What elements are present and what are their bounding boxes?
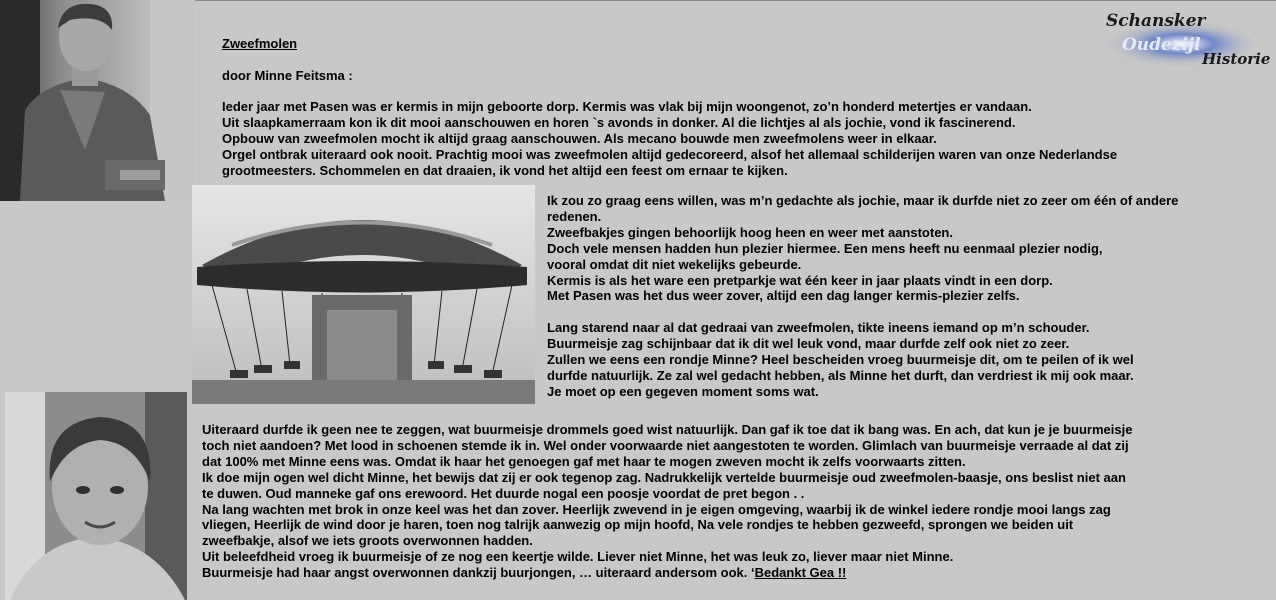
logo [1102,6,1274,70]
text-line: Zweefbakjes gingen behoorlijk hoog heen en weer met aanstoten. [547,224,953,240]
photo-child [5,392,187,600]
last-line [202,565,1264,581]
text-line: grootmeesters. Schommelen en dat draaien, ik vond het altijd een feest om ernaar te kijken. [222,162,788,178]
paragraph-4 [202,422,1264,581]
text-line: Doch vele mensen hadden hun plezier hiermee. Een mens heeft nu eenmaal plezier nodig, [547,240,1103,256]
text-line: Ik zou zo graag eens willen, was m’n gedachte als jochie, maar ik durfde niet zo zeer om één of andere [547,193,1179,208]
text-line: durfde natuurlijk. Ze zal wel gedacht hebben, als Minne het durft, dan verdriest ik mij ook maar. [547,367,1134,383]
text-line: dat 100% met Minne eens was. Omdat ik haar het genoegen gaf met haar te mogen zweven mocht ik zelfs voorwaarts zitten. [202,453,966,469]
article-title: Zweefmolen [222,36,298,51]
text-line: Na lang wachten met brok in onze keel was het dan zover. Heerlijk zwevend in je eigen omgeving, waarbij ik de winkel iedere rondje mooi langs zag [202,501,1111,517]
text-line: Je moet op een gegeven moment soms wat. [547,383,819,399]
text-line: redenen. [547,208,602,224]
text-line: Uit slaapkamerraam kon ik dit mooi aanschouwen en horen `s avonds in donker. Al die lichtjes al als jochie, vond ik fascinerend. [222,114,1016,130]
thanks-gea-link[interactable]: Bedankt Gea !! [754,565,847,581]
logo-line1: Schansker [1106,11,1206,31]
photo-carousel [192,185,535,404]
text-line: Uit beleefdheid vroeg ik buurmeisje of ze nog een keertje wilde. Liever niet Minne, het was leuk zo, liever maar niet Minne. [202,549,954,565]
paragraph-1 [222,99,1262,179]
text-line: Zullen we eens een rondje Minne? Heel bescheiden vroeg buurmeisje dit, om te peilen of ik wel [547,351,1134,367]
text-line: zweefbakje, alsof we iets groots overwonnen hadden. [202,533,533,549]
text-line: Ieder jaar met Pasen was er kermis in mijn geboorte dorp. Kermis was vlak bij mijn woongenot, zo’n honderd metertjes er vandaan. [222,99,1032,114]
article-author: door Minne Feitsma : [222,68,353,83]
text-line: Opbouw van zweefmolen mocht ik altijd graag aanschouwen. Als mecano bouwde men zweefmolens weer in elkaar. [222,130,937,146]
paragraph-2 [547,193,1267,304]
text-line: Orgel ontbrak uiteraard ook nooit. Prachtig mooi was zweefmolen altijd gedecoreerd, alsof het allemaal schilderijen waren van onze Nederlandse [222,146,1118,162]
text-line: Met Pasen was het dus weer zover, altijd een dag langer kermis-plezier zelfs. [547,288,1020,304]
text-line: vooral omdat dit niet wekelijks gebeurde. [547,256,802,272]
logo-line3: Historie [1202,50,1271,68]
top-border [195,0,1276,1]
paragraph-3 [547,320,1267,400]
logo-line2: Oudezijl [1122,35,1201,55]
text-line: Uiteraard durfde ik geen nee te zeggen, wat buurmeisje drommels goed wist natuurlijk. Dan gaf ik toe dat ik bang was. En ach, dat kun je je buurmeisje [202,422,1133,437]
text-line: te duwen. Oud manneke gaf ons erewoord. Het duurde nogal een poosje voordat de pret begon . . [202,485,805,501]
text-line: vliegen, Heerlijk de wind door je haren, toen nog talrijk aanwezig op mijn hoofd, Na vele rondjes te hebben gezweefd, sprongen we beiden uit [202,517,1074,533]
text-line: Buurmeisje zag schijnbaar dat ik dit wel leuk vond, maar durfde zelf ook niet zo zeer. [547,335,1070,351]
last-line-text: Buurmeisje had haar angst overwonnen dankzij buurjongen, … uiteraard andersom ook. ‘ [202,565,755,581]
photo-young-man [0,0,194,201]
text-line: Lang starend naar al dat gedraai van zweefmolen, tikte ineens iemand op m’n schouder. [547,320,1090,335]
text-line: toch niet aandoen? Met lood in schoenen stemde ik in. Wel onder voorwaarde niet aangestoten te worden. Glimlach van buurmeisje verraade al dat zij [202,437,1129,453]
text-line: Ik doe mijn ogen wel dicht Minne, het bewijs dat zij er ook tegenop zag. Nadrukkelijk vertelde buurmeisje oud zweefmolen-baasje, ons beslist niet aan [202,469,1126,485]
text-line: Kermis is als het ware een pretparkje wat één keer in jaar plaats vindt in een dorp. [547,272,1053,288]
